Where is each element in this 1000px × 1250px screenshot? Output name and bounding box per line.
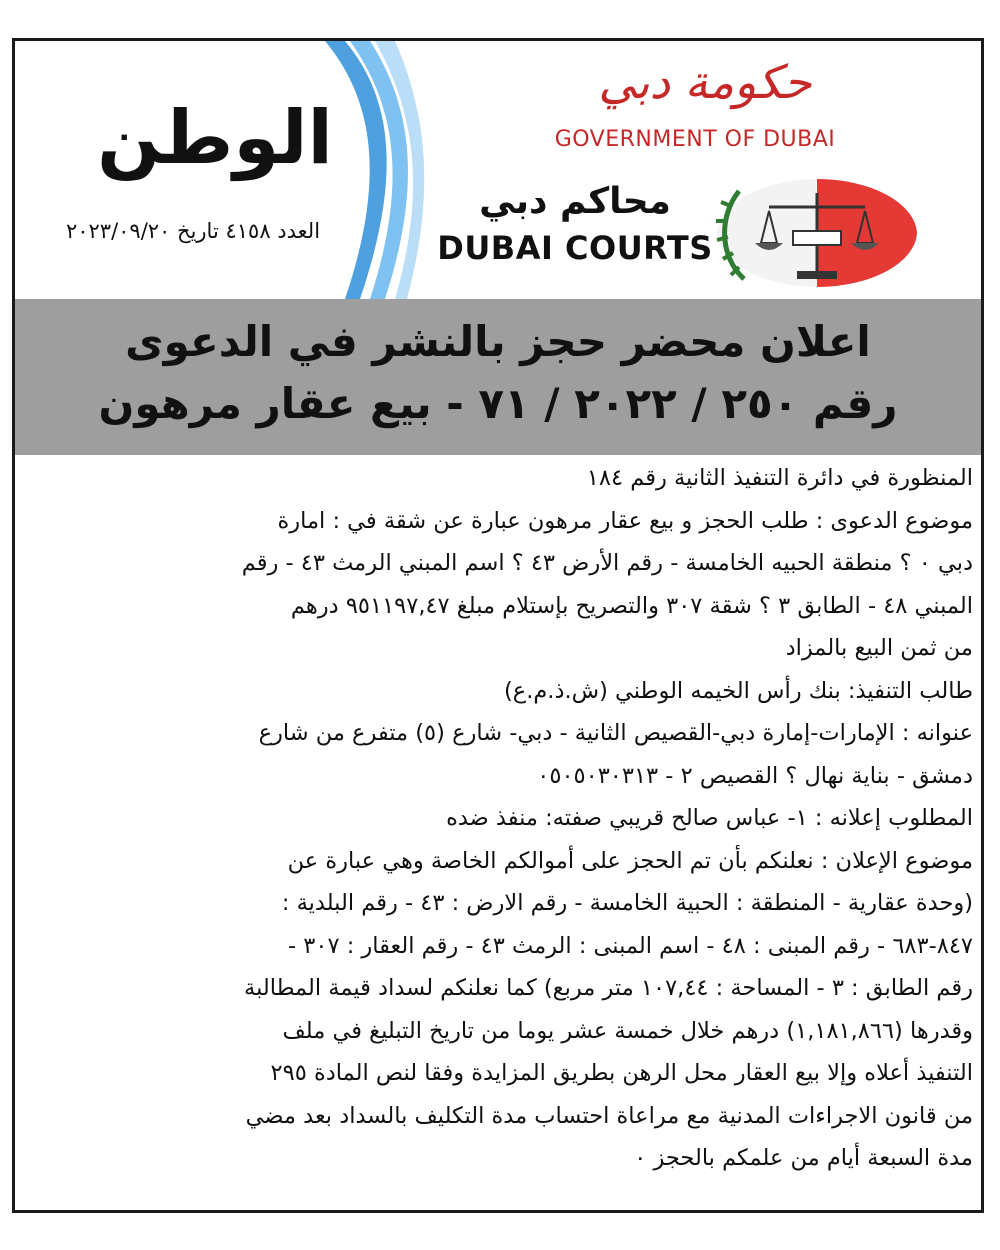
- body-line: التنفيذ أعلاه وإلا بيع العقار محل الرهن بطريق المزايدة وفقا لنص المادة ٢٩٥: [270, 1060, 973, 1086]
- body-line: ٨٤٧-٦٨٣ - رقم المبنى : ٤٨ - اسم المبنى : الرمث ٤٣ - رقم العقار : ٣٠٧ -: [288, 932, 973, 959]
- body-line: (وحدة عقارية - المنطقة : الحبية الخامسة - رقم الارض : ٤٣ - رقم البلدية :: [281, 890, 973, 916]
- newspaper-logo: الوطن: [97, 95, 333, 181]
- announcement-title-banner: [15, 299, 981, 455]
- title-line-2: رقم ٢٥٠ / ٢٠٢٢ / ٧١ - بيع عقار مرهون: [98, 379, 898, 428]
- body-line: من قانون الاجراءات المدنية مع مراعاة احتساب مدة التكليف بالسداد بعد مضي: [245, 1102, 973, 1129]
- body-line: عنوانه : الإمارات-إمارة دبي-القصيص الثانية - دبي- شارع (٥) متفرع من شارع: [258, 720, 973, 746]
- dubai-courts-scales-emblem-icon: [709, 171, 925, 291]
- body-line: مدة السبعة أيام من علمكم بالحجز ٠: [634, 1145, 973, 1171]
- body-line: وقدرها (١,١٨١,٨٦٦) درهم خلال خمسة عشر يوما من تاريخ التبليغ في ملف: [282, 1017, 973, 1044]
- government-of-dubai-arabic-logo: حكومة دبي: [598, 55, 812, 109]
- body-line: رقم الطابق : ٣ - المساحة : ١٠٧,٤٤ متر مربع) كما نعلنكم لسداد قيمة المطالبة: [244, 975, 973, 1001]
- body-line: من ثمن البيع بالمزاد: [785, 635, 973, 661]
- body-line: المبني ٤٨ - الطابق ٣ ؟ شقة ٣٠٧ والتصريح بإستلام مبلغ ٩٥١١٩٧,٤٧ درهم: [290, 592, 973, 619]
- dubai-courts-english: DUBAI COURTS: [437, 229, 713, 267]
- announcement-frame: [12, 38, 984, 1213]
- body-line: المنظورة في دائرة التنفيذ الثانية رقم ١٨٤: [586, 465, 973, 491]
- body-line: دبي ٠ ؟ منطقة الحبيه الخامسة - رقم الأرض ٤٣ ؟ اسم المبني الرمث ٤٣ - رقم: [241, 550, 973, 576]
- body-line: دمشق - بناية نهال ؟ القصيص ٢ - ٠٥٠٥٠٣٠٣١٣: [537, 762, 973, 789]
- body-line: المطلوب إعلانه : ١- عباس صالح قريبي صفته: منفذ ضده: [446, 805, 973, 831]
- announcement-body: [23, 457, 973, 1180]
- issue-number-date: العدد ٤١٥٨ تاريخ ٢٠٢٣/٠٩/٢٠: [65, 219, 321, 243]
- body-line: طالب التنفيذ: بنك رأس الخيمه الوطني (ش.ذ.م.ع): [504, 677, 973, 704]
- header: [15, 41, 981, 299]
- title-line-1: اعلان محضر حجز بالنشر في الدعوى: [125, 317, 871, 366]
- dubai-courts-arabic: محاكم دبي: [479, 181, 671, 222]
- government-of-dubai-english: GOVERNMENT OF DUBAI: [554, 127, 836, 152]
- body-line: موضوع الدعوى : طلب الحجز و بيع عقار مرهون عبارة عن شقة في : امارة: [277, 507, 973, 534]
- body-line: موضوع الإعلان : نعلنكم بأن تم الحجز على أموالكم الخاصة وهي عبارة عن: [287, 847, 973, 874]
